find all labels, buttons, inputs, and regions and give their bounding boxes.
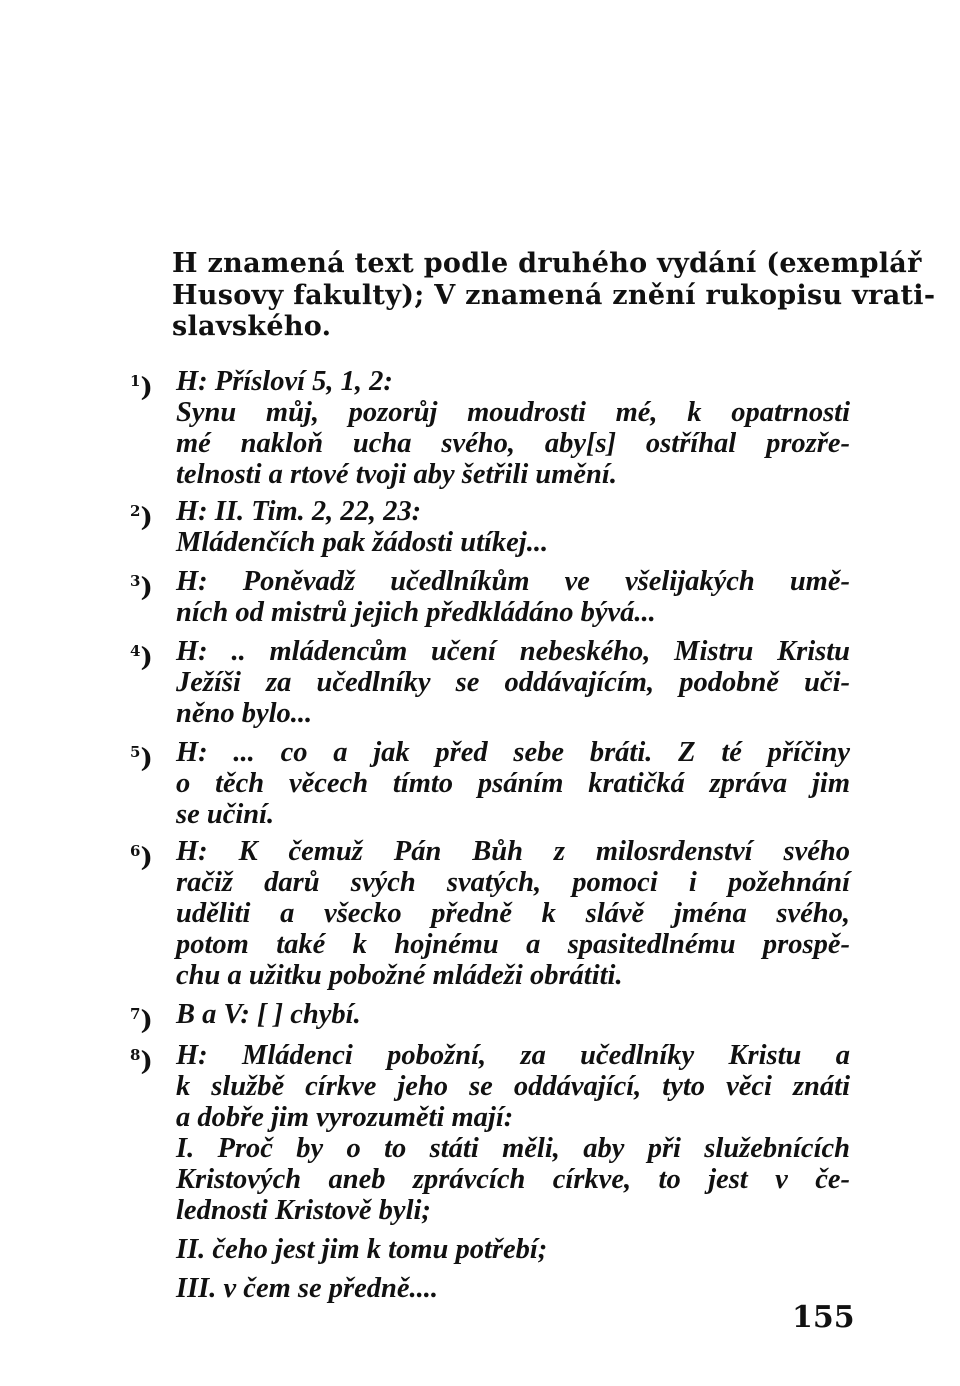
footnote-1: [130, 366, 850, 490]
footnote-line: I. Proč by o to státi měli, aby při služebnících: [176, 1133, 850, 1164]
footnote-line: Mládenčích pak žádosti utíkej...: [176, 527, 549, 558]
intro-line: slavského.: [172, 311, 332, 342]
footnote-line: se učiní.: [176, 799, 275, 830]
footnote-text: [176, 737, 850, 830]
footnote-marker: $^2$): [130, 502, 153, 533]
footnote-line: H: II. Tim. 2, 22, 23:: [176, 496, 422, 527]
footnote-7: [130, 999, 850, 1036]
footnote-text: [176, 999, 850, 1030]
footnote-line: Synu můj, pozorůj moudrosti mé, k opatrnosti: [176, 397, 850, 428]
footnote-line: III. v čem se předně....: [176, 1273, 438, 1304]
footnote-line: lednosti Kristově byli;: [176, 1195, 431, 1226]
intro-line: Husovy fakulty); V znamená znění rukopisu vrati-: [172, 279, 936, 311]
footnote-6: [130, 836, 850, 991]
footnote-line: mé nakloň ucha svého, aby[s] ostříhal prozře-: [176, 428, 850, 459]
footnote-text: [176, 1040, 850, 1304]
footnote-line: II. čeho jest jim k tomu potřebí;: [176, 1234, 548, 1265]
footnote-marker: $^4$): [130, 642, 153, 673]
footnote-marker: $^1$): [130, 372, 153, 403]
footnote-text: [176, 496, 850, 558]
intro-line: H znamená text podle druhého vydání (exemplář: [172, 248, 922, 279]
footnote-line: o těch věcech tímto psáním kratičká zpráva jim: [176, 768, 850, 799]
footnote-line: ních od mistrů jejich předkládáno bývá...: [176, 597, 656, 628]
footnote-line: H: Přísloví 5, 1, 2:: [176, 366, 393, 397]
footnote-line: uděliti a všecko předně k slávě jména svého,: [176, 898, 850, 929]
footnote-line: chu a užitku pobožné mládeži obrátiti.: [176, 960, 623, 991]
footnote-text: [176, 836, 850, 991]
footnote-text: [176, 636, 850, 729]
footnote-line: k službě církve jeho se oddávající, tyto věci znáti: [176, 1071, 850, 1102]
footnote-5: [130, 737, 850, 830]
footnote-line: H: Mládenci pobožní, za učedlníky Kristu a: [176, 1040, 850, 1071]
footnote-line: Ježíši za učedlníky se oddávajícím, podobně uči-: [176, 667, 850, 698]
footnote-text: [176, 366, 850, 490]
footnote-line: H: Poněvadž učedlníkům ve všelijakých umě-: [176, 566, 850, 597]
page-number: 155: [792, 1300, 855, 1335]
footnote-line: telnosti a rtové tvoji aby šetřili umění.: [176, 459, 617, 490]
intro-paragraph: [172, 248, 936, 343]
footnote-2: [130, 496, 850, 558]
footnote-line: potom také k hojnému a spasitedlnému prospě-: [176, 929, 850, 960]
footnote-line: něno bylo...: [176, 698, 313, 729]
footnote-line: račiž darů svých svatých, pomoci i požehnání: [176, 867, 850, 898]
footnote-8: [130, 1040, 850, 1304]
footnote-line: Kristových aneb zprávcích církve, to jest v če-: [176, 1164, 850, 1195]
footnote-line: B a V: [ ] chybí.: [176, 999, 361, 1030]
footnote-marker: $^6$): [130, 842, 153, 873]
footnote-line: H: K čemuž Pán Bůh z milosrdenství svého: [176, 836, 850, 867]
footnote-line: a dobře jim vyrozuměti mají:: [176, 1102, 514, 1133]
footnotes-list: [130, 366, 850, 1308]
footnote-line: H: ... co a jak před sebe bráti. Z té příčiny: [176, 737, 850, 768]
footnote-line: H: .. mládencům učení nebeského, Mistru Kristu: [176, 636, 850, 667]
footnote-4: [130, 636, 850, 729]
footnote-marker: $^7$): [130, 1005, 153, 1036]
footnote-text: [176, 566, 850, 628]
footnote-marker: $^3$): [130, 572, 153, 603]
footnote-3: [130, 566, 850, 628]
footnote-marker: $^8$): [130, 1046, 153, 1077]
footnote-marker: $^5$): [130, 743, 153, 774]
